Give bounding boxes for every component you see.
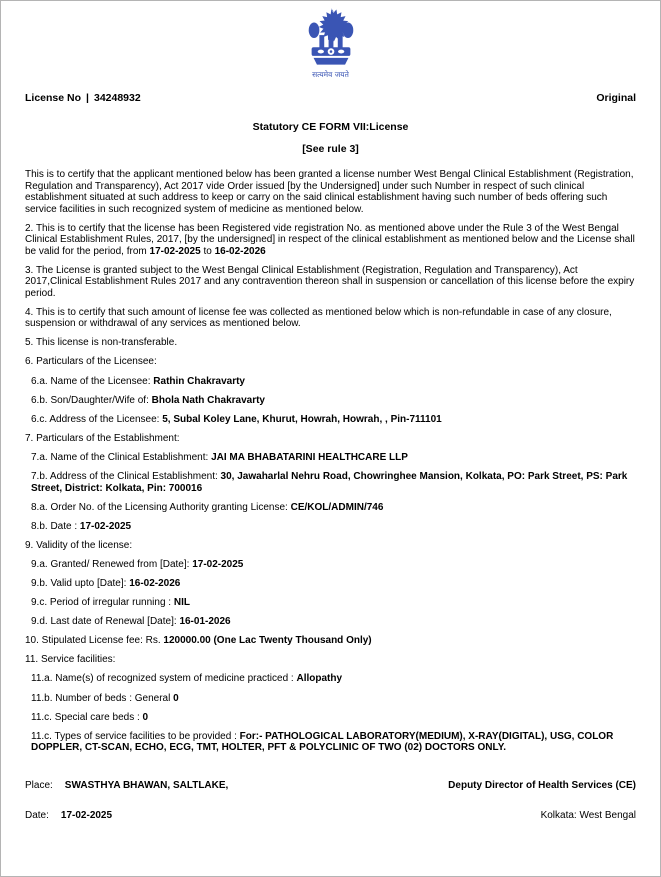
- footer-row-date: [25, 810, 636, 821]
- form-title: Statutory CE FORM VII:License: [252, 121, 409, 133]
- item-9a-granted-from: 9.a. Granted/ Renewed from [Date]: 17-02-2025: [31, 558, 244, 570]
- license-no-value: 34248932: [93, 92, 141, 104]
- date-label: Date:: [25, 809, 49, 821]
- place-group: [25, 780, 228, 791]
- item-9d-last-renewal: 9.d. Last date of Renewal [Date]: 16-01-2026: [31, 616, 231, 628]
- item-6b-parent-name: 6.b. Son/Daughter/Wife of: Bhola Nath Chakravarty: [31, 394, 265, 406]
- license-no-divider: |: [86, 92, 89, 104]
- section-7-heading: 7. Particulars of the Establishment:: [25, 432, 180, 444]
- footer-row-place: [25, 780, 636, 791]
- para-3: 3. The License is granted subject to the West Bengal Clinical Establishment (Registration, Regulation and Transparency), Act 2017,Clinical Establishment Rules 2017 and any contravention thereon shall in suspension or cancellation of this license before the expiry period.: [25, 264, 635, 299]
- form-subtitle: [See rule 3]: [302, 143, 359, 155]
- item-11c-special-care-beds: 11.c. Special care beds : 0: [31, 711, 149, 723]
- item-10-license-fee: 10. Stipulated License fee: Rs. 120000.00 (One Lac Twenty Thousand Only): [25, 635, 372, 647]
- body-paragraphs: [25, 169, 636, 754]
- date-value: 17-02-2025: [60, 809, 113, 821]
- item-6c-licensee-address: 6.c. Address of the Licensee: 5, Subal Koley Lane, Khurut, Howrah, Howrah, , Pin-711101: [31, 413, 442, 425]
- section-6-heading: 6. Particulars of the Licensee:: [25, 356, 157, 368]
- place-value: SWASTHYA BHAWAN, SALTLAKE,: [64, 779, 229, 791]
- item-6a-licensee-name: 6.a. Name of the Licensee: Rathin Chakravarty: [31, 375, 245, 387]
- document-header-row: [25, 92, 636, 104]
- para-intro: This is to certify that the applicant mentioned below has been granted a license number West Bengal Clinical Establishment (Registration, Regulation and Transparency), Act 2017 vide Order issued [by the Undersigned] under such Number in respect of such clinical establishment situated at such address to keep or carry on the said clinical establishment having such number of beds offering such service facilities in such recognized system of medicine as mentioned below.: [25, 169, 634, 215]
- license-no-label: License No: [25, 92, 82, 104]
- emblem-block: [1, 1, 660, 79]
- signatory-location: Kolkata: West Bengal: [540, 809, 636, 821]
- para-4: 4. This is to certify that such amount of license fee was collected as mentioned below which is non-refundable in case of any closure, suspension or withdrawal of any services as mentioned below.: [25, 306, 612, 330]
- emblem-motto-text: सत्यमेव जयते: [312, 70, 349, 79]
- document-footer: [25, 780, 636, 821]
- section-11-heading: 11. Service facilities:: [25, 654, 116, 666]
- item-7a-establishment-name: 7.a. Name of the Clinical Establishment: JAI MA BHABATARINI HEALTHCARE LLP: [31, 451, 408, 463]
- signatory-title: Deputy Director of Health Services (CE): [448, 779, 636, 791]
- para-5: 5. This license is non-transferable.: [25, 337, 178, 349]
- license-number-group: [25, 92, 141, 104]
- copy-type-label: Original: [596, 92, 636, 104]
- item-8b-order-date: 8.b. Date : 17-02-2025: [31, 520, 132, 532]
- item-8a-order-no: 8.a. Order No. of the Licensing Authority granting License: CE/KOL/ADMIN/746: [31, 501, 384, 513]
- date-group: [25, 810, 112, 821]
- para-2: 2. This is to certify that the license has been Registered vide registration No. as mentioned above under the Rule 3 of the West Bengal Clinical Establishment Rules, 2017, [by the undersigned] in respect of the clinical establishment as mentioned below and the License shall be valid for the period, from 17-02-2025 to 16-02-2026: [25, 222, 635, 257]
- item-7b-establishment-address: 7.b. Address of the Clinical Establishment: 30, Jawaharlal Nehru Road, Chowringhee Mansion, Kolkata, PO: Park Street, PS: Park Street, District: Kolkata, Pin: 700016: [31, 471, 628, 494]
- item-11b-number-of-beds: 11.b. Number of beds : General 0: [31, 692, 179, 704]
- section-9-heading: 9. Validity of the license:: [25, 539, 133, 551]
- item-9c-irregular-running: 9.c. Period of irregular running : NIL: [31, 597, 190, 609]
- item-9b-valid-upto: 9.b. Valid upto [Date]: 16-02-2026: [31, 578, 181, 589]
- item-11c-service-types: 11.c. Types of service facilities to be provided : For:- PATHOLOGICAL LABORATORY(MEDIUM), X-RAY(DIGITAL), USG, COLOR DOPPLER, CT-SCAN, ECHO, ECG, TMT, HOLTER, PFT & POLYCLINIC OF TWO (02) DOCTORS ONLY.: [31, 730, 614, 754]
- place-label: Place:: [25, 779, 53, 791]
- item-11a-medicine-system: 11.a. Name(s) of recognized system of medicine practiced : Allopathy: [31, 673, 343, 685]
- india-state-emblem-icon: [300, 7, 362, 69]
